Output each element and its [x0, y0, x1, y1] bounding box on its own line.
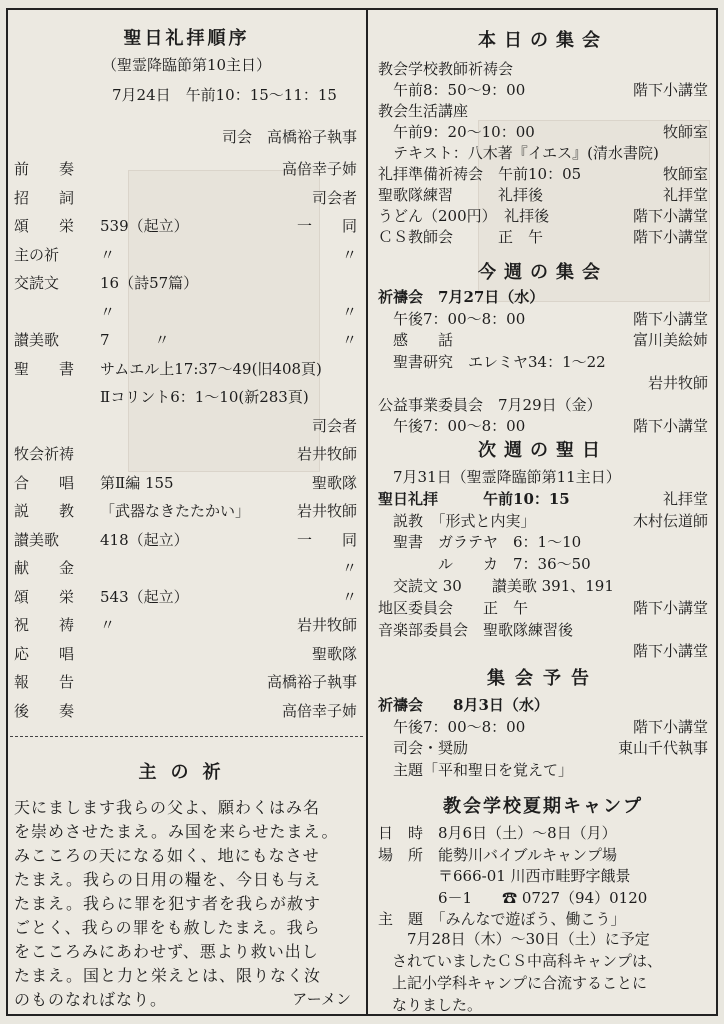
camp-note-line: 上記小学科キャンプに合流することに	[392, 974, 648, 992]
week-entry-place: 階下小講堂	[632, 417, 708, 435]
order-item-name: 頌 栄	[14, 587, 75, 606]
amen: アーメン	[292, 990, 351, 1008]
column-divider	[366, 10, 368, 1014]
notice-entry-text: 午後7：00～8：00	[378, 717, 526, 736]
week-entry-place: 階下小講堂	[632, 309, 708, 328]
camp-note-line: なりました。	[392, 996, 483, 1014]
today-entry-text: 教会生活講座	[378, 102, 469, 120]
order-item-leader: 〃	[341, 331, 357, 349]
order-item-detail: Ⅱコリント6：1～10(新283頁)	[100, 388, 309, 406]
order-item-detail: 543（起立）	[100, 587, 189, 606]
today-entry-text: 午前8：50～9：00	[378, 81, 526, 99]
order-item-name: 説 教	[14, 502, 75, 520]
order-item-name: 献 金	[14, 559, 75, 577]
order-item-detail: サムエル上17:37～49(旧408頁)	[100, 359, 322, 378]
right-column	[370, 10, 716, 1014]
week-entry-text: 祈禱会 7月27日（水）	[378, 288, 545, 306]
prayer-line: たまえ。我らに罪を犯す者を我らが赦す	[14, 894, 321, 913]
order-item-name: 頌 栄	[14, 217, 75, 235]
order-item-leader: 〃	[341, 245, 357, 264]
camp-detail-line: 〒666-01 川西市畦野字餓景	[378, 867, 631, 885]
order-item-name: 聖 書	[14, 359, 75, 378]
next-entry-text: 聖日礼拝 午前10：15	[378, 489, 570, 508]
order-item-leader: 岩井牧師	[296, 445, 357, 463]
week-entry-text: 聖書研究 エレミヤ34：1～22	[378, 352, 606, 371]
today-entry-place: 階下小講堂	[632, 228, 708, 246]
today-entry-place: 牧師室	[662, 165, 708, 183]
order-item-name: 応 唱	[14, 644, 75, 663]
camp-detail-line: 日 時 8月6日（土）～8日（月）	[378, 824, 617, 842]
service-title: 聖日礼拝順序	[123, 28, 250, 49]
today-entry-text: うどん（200円） 礼拝後	[378, 207, 550, 225]
order-item-name: 報 告	[14, 673, 75, 691]
next-entry-place: 木村伝道師	[632, 511, 708, 530]
order-item-name: 讃美歌	[14, 530, 60, 549]
order-item-name: 合 唱	[14, 473, 75, 492]
lords-prayer-text	[14, 796, 359, 1012]
order-item-leader: 高倍幸子姉	[281, 160, 357, 178]
order-item-leader: 一 同	[296, 217, 357, 235]
order-item-leader: 〃	[341, 587, 357, 606]
today-entry-text: テキスト：八木著『イエス』(清水書院)	[378, 144, 659, 162]
prayer-line: を崇めさせたまえ。み国を来らせたまえ。	[14, 822, 339, 841]
next-entry-text: ル カ 7：36～50	[378, 555, 591, 574]
order-item-leader: 岩井牧師	[296, 616, 357, 634]
week-entry-text: 午後7：00～8：00	[378, 417, 526, 435]
today-entry-text: 礼拝準備祈祷会 午前10：05	[378, 165, 582, 183]
order-item-name: 讃美歌	[14, 331, 60, 349]
week-entry-text: 感 話	[378, 331, 454, 349]
next-sunday-title: 次週の聖日	[478, 440, 608, 461]
notice-entry-text: 司会・奨励	[378, 739, 469, 757]
service-subtitle: （聖霊降臨節第10主日）	[101, 56, 272, 74]
order-item-name: 前 奏	[14, 160, 75, 178]
order-item-leader: 一 同	[296, 530, 357, 549]
week-entry-place: 岩井牧師	[647, 374, 708, 392]
order-item-leader: 聖歌隊	[311, 473, 357, 492]
order-item-detail: 〃	[100, 245, 116, 264]
week-entry-text: 公益事業委員会 7月29日（金）	[378, 395, 602, 414]
prayer-line: たまえ。国と力と栄えとは、限りなく汝	[14, 966, 321, 985]
service-time: 7月24日 午前10：15～11：15	[112, 86, 337, 104]
order-item-detail: 〃	[100, 302, 116, 321]
prayer-line: のものなればなり。	[14, 990, 168, 1009]
notice-title: 集会予告	[487, 668, 599, 689]
next-entry-text: 説教 「形式と内実」	[378, 511, 536, 530]
order-item-leader: 司会者	[311, 188, 357, 207]
camp-title: 教会学校夏期キャンプ	[443, 796, 643, 817]
camp-note-line: されていましたＣＳ中高科キャンプは、	[392, 952, 663, 970]
order-item-detail: 「武器なきたたかい」	[100, 502, 251, 520]
order-item-name: 牧会祈祷	[14, 445, 75, 463]
order-item-leader: 聖歌隊	[311, 644, 357, 663]
order-item-detail: 第Ⅱ編 155	[100, 473, 174, 492]
order-item-leader: 〃	[341, 302, 357, 321]
bulletin-sheet	[6, 8, 718, 1016]
next-entry-text: 7月31日（聖霊降臨節第11主日）	[378, 468, 621, 486]
next-entry-text: 音楽部委員会 聖歌隊練習後	[378, 620, 574, 639]
prayer-line: ごとく、我らの罪をも赦したまえ。我ら	[14, 918, 321, 937]
notice-entry-place: 東山千代執事	[617, 739, 708, 757]
order-item-name: 主の祈	[14, 245, 60, 264]
camp-detail-line: 場 所 能勢川バイブルキャンプ場	[378, 845, 617, 864]
today-entry-text: 午前9：20～10：00	[378, 123, 535, 141]
today-entry-text: ＣＳ教師会 正 午	[378, 228, 544, 246]
order-item-detail: 539（起立）	[100, 217, 189, 235]
order-item-leader: 高橋裕子執事	[266, 673, 357, 691]
next-entry-text: 地区委員会 正 午	[378, 598, 529, 617]
notice-entry-text: 祈禱会 8月3日（水）	[378, 696, 549, 714]
order-item-leader: 司会者	[311, 416, 357, 435]
next-entry-place: 階下小講堂	[632, 642, 708, 661]
order-item-detail: 〃	[100, 616, 116, 634]
prayer-line: たまえ。我らの日用の糧を、今日も与え	[14, 870, 321, 889]
notice-entry-text: 主題「平和聖日を覚えて」	[378, 760, 574, 779]
order-item-name: 招 詞	[14, 188, 75, 207]
next-entry-place: 階下小講堂	[632, 598, 708, 617]
camp-detail-line: 主 題 「みんなで遊ぼう、働こう」	[378, 910, 626, 928]
prayer-line: をこころみにあわせず、悪より救い出し	[14, 942, 319, 961]
next-entry-text: 聖書 ガラテヤ 6：1～10	[378, 533, 582, 552]
prayer-divider	[10, 736, 363, 737]
week-entry-text: 午後7：00～8：00	[378, 309, 526, 328]
prayer-line: みこころの天になる如く、地にもなさせ	[14, 846, 320, 865]
order-item-detail: 7 〃	[100, 331, 170, 349]
presider: 司会 高橋裕子執事	[221, 128, 357, 146]
today-entry-text: 教会学校教師祈祷会	[378, 60, 514, 78]
today-entry-place: 牧師室	[662, 123, 708, 141]
order-item-name: 交読文	[14, 274, 60, 292]
order-item-leader: 岩井牧師	[296, 502, 357, 520]
order-item-detail: 418（起立）	[100, 530, 189, 549]
notice-entry-place: 階下小講堂	[632, 717, 708, 736]
next-entry-place: 礼拝堂	[662, 489, 708, 508]
today-entry-text: 聖歌隊練習 礼拝後	[378, 186, 544, 204]
prayer-line: 天にまします我らの父よ、願わくはみ名	[14, 798, 321, 817]
today-entry-place: 礼拝堂	[662, 186, 708, 204]
order-item-detail: 16（詩57篇）	[100, 274, 199, 292]
today-entry-place: 階下小講堂	[632, 207, 708, 225]
week-entry-place: 富川美絵姉	[632, 331, 708, 349]
camp-detail-line: 6－1 ☎ 0727（94）0120	[378, 888, 648, 907]
order-item-name: 祝 祷	[14, 616, 75, 634]
left-column	[8, 10, 365, 1014]
camp-note-line: 7月28日（木）～30日（土）に予定	[392, 930, 650, 948]
order-item-name: 後 奏	[14, 701, 75, 720]
next-entry-text: 交読文 30 讃美歌 391、191	[378, 577, 614, 595]
today-entry-place: 階下小講堂	[632, 81, 708, 99]
prayer-title: 主の祈	[138, 762, 235, 783]
order-item-leader: 高倍幸子姉	[281, 701, 357, 720]
week-title: 今週の集会	[478, 262, 608, 283]
today-title: 本日の集会	[478, 30, 608, 51]
order-item-leader: 〃	[341, 559, 357, 577]
